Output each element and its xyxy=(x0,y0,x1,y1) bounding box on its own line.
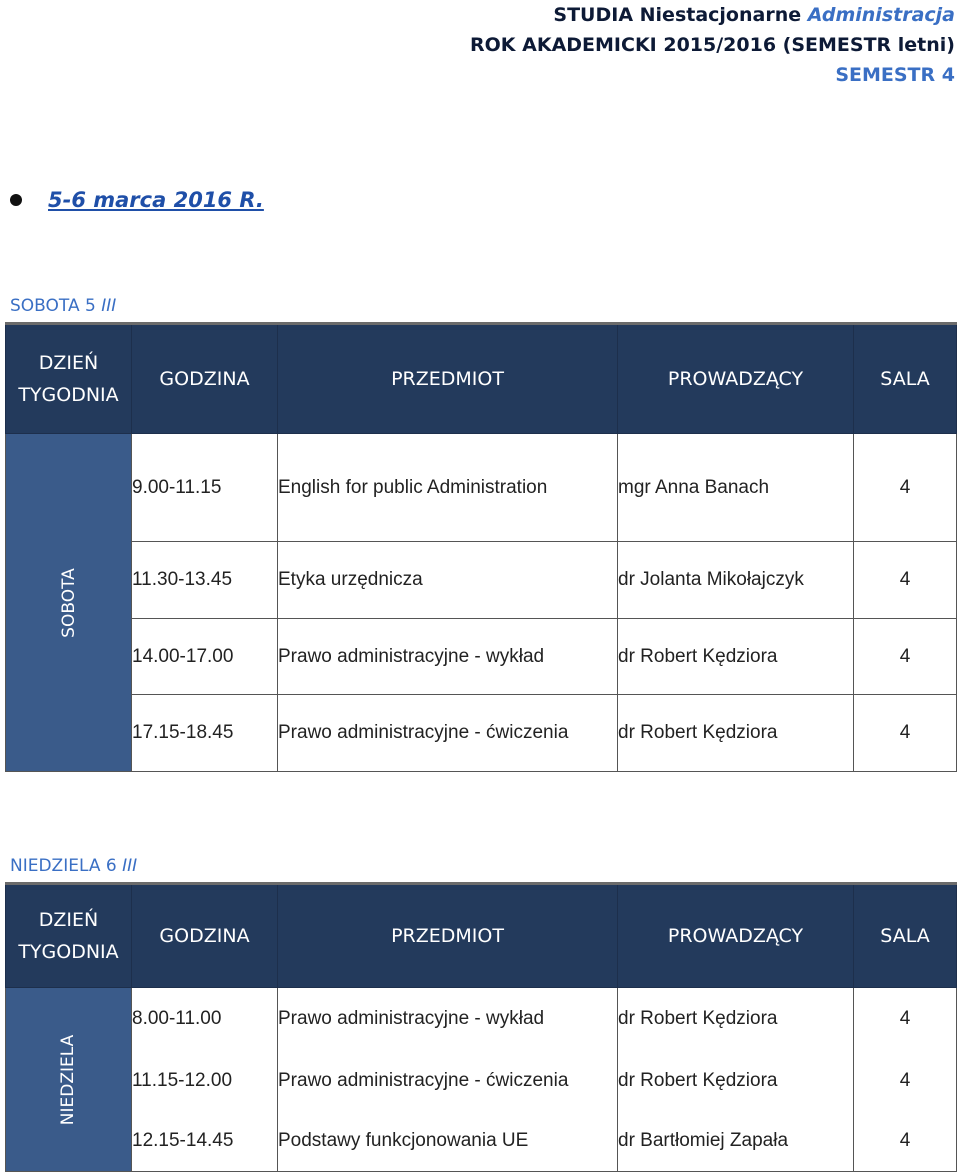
date-text: 5-6 marca 2016 R. xyxy=(48,188,264,212)
cell-time: 11.30-13.45 xyxy=(132,542,278,619)
day-title-text: SOBOTA 5 xyxy=(10,296,96,316)
table-row xyxy=(6,1112,957,1172)
col-header-room: SALA xyxy=(854,324,957,434)
cell-subject: Podstawy funkcjonowania UE xyxy=(278,1112,618,1172)
header-line-1 xyxy=(553,0,955,30)
table-row xyxy=(6,619,957,695)
cell-time: 9.00-11.15 xyxy=(132,434,278,542)
cell-subject: Prawo administracyjne - wykład xyxy=(278,988,618,1050)
table-row xyxy=(6,434,957,542)
schedule-table-sunday xyxy=(5,882,957,1172)
cell-room: 4 xyxy=(854,1050,957,1112)
day-title-month: III xyxy=(101,296,117,316)
col-header-day: DZIEŃ TYGODNIA xyxy=(6,324,132,434)
cell-room: 4 xyxy=(854,1112,957,1172)
cell-room: 4 xyxy=(854,988,957,1050)
cell-room: 4 xyxy=(854,619,957,695)
day-label-cell xyxy=(6,434,132,772)
cell-time: 14.00-17.00 xyxy=(132,619,278,695)
day-label-sunday: NIEDZIELA xyxy=(58,1034,79,1125)
day-title-sunday xyxy=(10,856,137,876)
table-header-row xyxy=(6,884,957,988)
col-header-time: GODZINA xyxy=(132,324,278,434)
col-header-subject: PRZEDMIOT xyxy=(278,884,618,988)
table-row xyxy=(6,988,957,1050)
cell-time: 12.15-14.45 xyxy=(132,1112,278,1172)
day-title-text: NIEDZIELA 6 xyxy=(10,856,117,876)
header-study-type: STUDIA Niestacjonarne xyxy=(553,4,802,26)
cell-subject: English for public Administration xyxy=(278,434,618,542)
cell-lecturer: mgr Anna Banach xyxy=(618,434,854,542)
cell-room: 4 xyxy=(854,542,957,619)
table-header-row xyxy=(6,324,957,434)
col-header-lecturer: PROWADZĄCY xyxy=(618,324,854,434)
cell-subject: Prawo administracyjne - ćwiczenia xyxy=(278,1050,618,1112)
col-header-lecturer: PROWADZĄCY xyxy=(618,884,854,988)
col-header-time: GODZINA xyxy=(132,884,278,988)
cell-lecturer: dr Robert Kędziora xyxy=(618,988,854,1050)
day-title-month: III xyxy=(122,856,138,876)
cell-subject: Etyka urzędnicza xyxy=(278,542,618,619)
col-header-day: DZIEŃ TYGODNIA xyxy=(6,884,132,988)
day-label-cell xyxy=(6,988,132,1172)
day-title-saturday xyxy=(10,296,116,316)
bullet-icon xyxy=(10,194,22,206)
cell-lecturer: dr Bartłomiej Zapała xyxy=(618,1112,854,1172)
cell-subject: Prawo administracyjne - wykład xyxy=(278,619,618,695)
cell-subject: Prawo administracyjne - ćwiczenia xyxy=(278,695,618,772)
cell-lecturer: dr Robert Kędziora xyxy=(618,695,854,772)
cell-time: 8.00-11.00 xyxy=(132,988,278,1050)
table-row xyxy=(6,695,957,772)
date-list-item xyxy=(10,182,264,218)
header-academic-year: ROK AKADEMICKI 2015/2016 (SEMESTR letni) xyxy=(470,34,955,56)
cell-lecturer: dr Robert Kędziora xyxy=(618,619,854,695)
cell-time: 17.15-18.45 xyxy=(132,695,278,772)
cell-lecturer: dr Jolanta Mikołajczyk xyxy=(618,542,854,619)
table-row xyxy=(6,1050,957,1112)
cell-lecturer: dr Robert Kędziora xyxy=(618,1050,854,1112)
cell-room: 4 xyxy=(854,434,957,542)
table-row xyxy=(6,542,957,619)
cell-room: 4 xyxy=(854,695,957,772)
day-label-saturday: SOBOTA xyxy=(58,567,79,638)
col-header-subject: PRZEDMIOT xyxy=(278,324,618,434)
cell-time: 11.15-12.00 xyxy=(132,1050,278,1112)
schedule-table-saturday xyxy=(5,322,957,772)
col-header-room: SALA xyxy=(854,884,957,988)
header-field: Administracja xyxy=(807,4,955,26)
header-semester: SEMESTR 4 xyxy=(835,64,955,86)
